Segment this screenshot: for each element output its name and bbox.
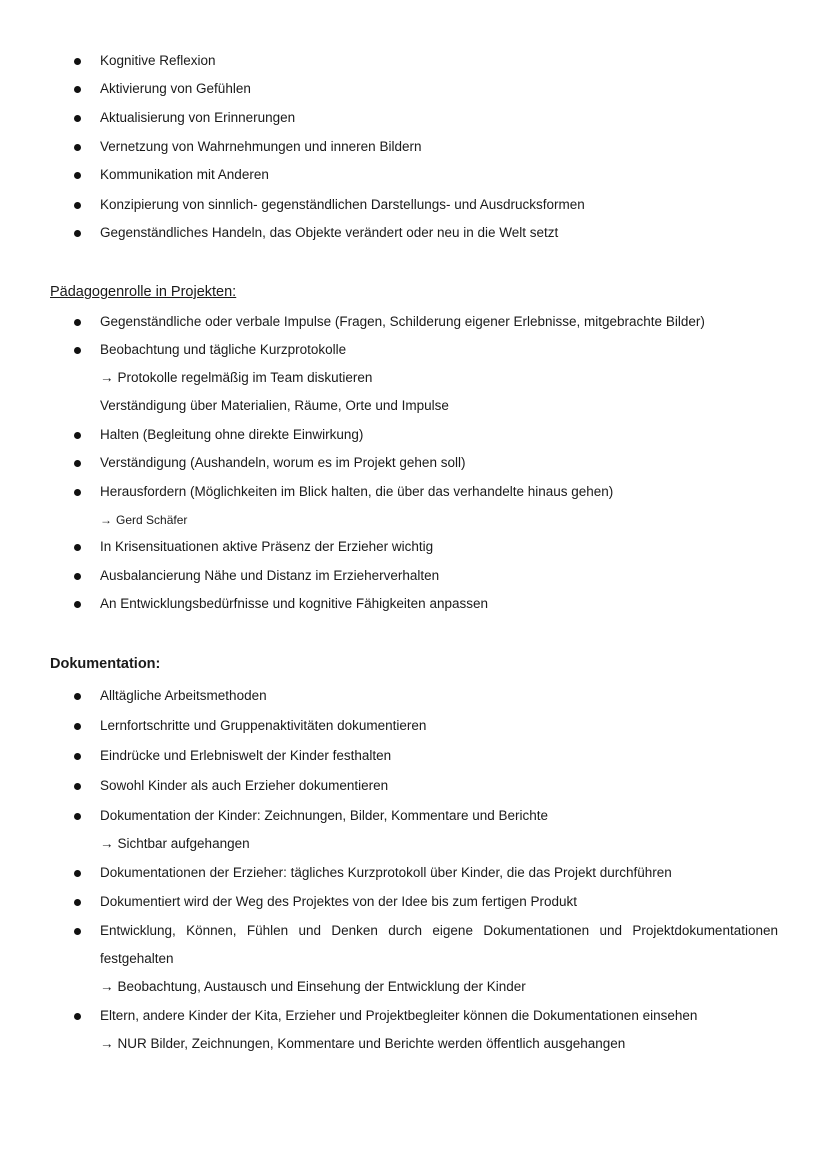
list-item-text: Halten (Begleitung ohne direkte Einwirkung) [100,427,364,442]
list-item-text: Lernfortschritte und Gruppenaktivitäten dokumentieren [100,718,427,733]
list-item-text: Dokumentiert wird der Weg des Projektes von der Idee bis zum fertigen Produkt [100,894,577,909]
bullet-icon [74,601,81,608]
bullet-icon [74,573,81,580]
bullet-icon [74,813,81,820]
bullet-icon [74,86,81,93]
bullet-icon [74,172,81,179]
list-item-text: Aktivierung von Gefühlen [100,81,251,96]
bullet-icon [74,899,81,906]
list-item-text: Sowohl Kinder als auch Erzieher dokumentieren [100,778,389,793]
list-item-text: Eindrücke und Erlebniswelt der Kinder festhalten [100,748,392,763]
sub-item-text: Gerd Schäfer [116,513,188,527]
list-item-text: Kognitive Reflexion [100,53,216,68]
bullet-icon [74,230,81,237]
sub-item-text: Sichtbar aufgehangen [117,836,250,851]
list-item-text: Aktualisierung von Erinnerungen [100,110,296,125]
list-item-text: Kommunikation mit Anderen [100,167,269,182]
bullet-icon [74,693,81,700]
bullet-icon [74,870,81,877]
sub-item-text: Verständigung über Materialien, Räume, Orte und Impulse [100,398,449,413]
bullet-icon [74,753,81,760]
bullet-icon [74,58,81,65]
arrow-right-icon: → [100,370,114,385]
list-item-text: Konzipierung von sinnlich- gegenständlichen Darstellungs- und Ausdrucksformen [100,197,585,212]
list-item-text: Beobachtung und tägliche Kurzprotokolle [100,342,347,357]
sub-item-text: Beobachtung, Austausch und Einsehung der Entwicklung der Kinder [117,979,526,994]
bullet-icon [74,202,81,209]
bullet-icon [74,1013,81,1020]
bullet-icon [74,928,81,935]
list-item-text: Alltägliche Arbeitsmethoden [100,688,267,703]
list-item-text: Herausfordern (Möglichkeiten im Blick halten, die über das verhandelte hinaus gehen) [100,484,614,499]
bullet-icon [74,319,81,326]
bullet-icon [74,460,81,467]
bullet-icon [74,489,81,496]
list-item-text: Dokumentation der Kinder: Zeichnungen, Bilder, Kommentare und Berichte [100,808,549,823]
bullet-icon [74,432,81,439]
bullet-icon [74,115,81,122]
arrow-right-icon: → [100,836,114,851]
list-item-text: Dokumentationen der Erzieher: tägliches Kurzprotokoll über Kinder, die das Projekt durchführen [100,865,672,880]
list-item-text: festgehalten [100,951,174,966]
bullet-icon [74,544,81,551]
arrow-right-icon: → [100,1036,114,1051]
sub-item-text: Protokolle regelmäßig im Team diskutieren [117,370,373,385]
bullet-icon [74,347,81,354]
arrow-right-icon: → [100,979,114,994]
section-heading-text: Pädagogenrolle in Projekten: [50,284,237,300]
list-item-text: Eltern, andere Kinder der Kita, Erzieher und Projektbegleiter können die Dokumentationen einsehen [100,1008,698,1023]
list-item-text: An Entwicklungsbedürfnisse und kognitive Fähigkeiten anpassen [100,596,488,611]
section-heading-text: Dokumentation: [50,656,161,672]
bullet-icon [74,723,81,730]
sub-item-text: NUR Bilder, Zeichnungen, Kommentare und Berichte werden öffentlich ausgehangen [117,1036,626,1051]
list-item-text: Verständigung (Aushandeln, worum es im Projekt gehen soll) [100,455,466,470]
bullet-icon [74,144,81,151]
list-item-text: Entwicklung, Können, Fühlen und Denken durch eigene Dokumentationen und Projektdokumentationen [100,923,778,938]
list-item-text: Ausbalancierung Nähe und Distanz im Erzieherverhalten [100,568,440,583]
arrow-right-icon: → [100,513,112,527]
list-item-text: Vernetzung von Wahrnehmungen und inneren Bildern [100,139,422,154]
list-item-text: In Krisensituationen aktive Präsenz der Erzieher wichtig [100,539,434,554]
list-item-text: Gegenständliches Handeln, das Objekte verändert oder neu in die Welt setzt [100,225,559,240]
bullet-icon [74,783,81,790]
list-item-text: Gegenständliche oder verbale Impulse (Fragen, Schilderung eigener Erlebnisse, mitgebrachte Bilder) [100,314,705,329]
